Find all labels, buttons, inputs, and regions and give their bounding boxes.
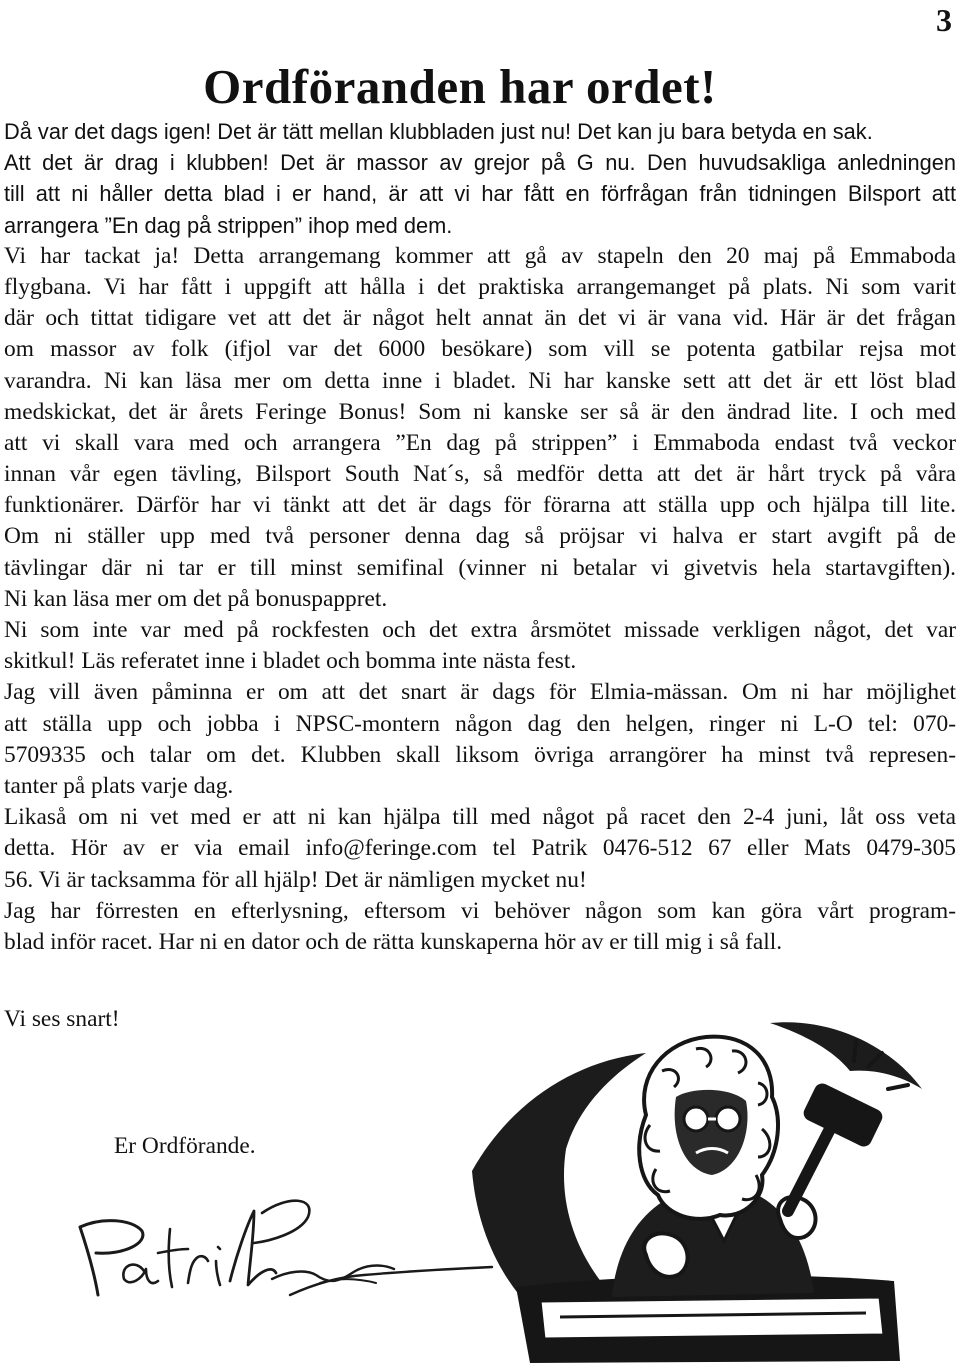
text-line: detta. Hör av er via email info@feringe.com tel Patrik 0476-512 67 eller Mats 0479-305 <box>4 835 956 862</box>
page-number: 3 <box>936 2 952 38</box>
text-line: Ni kan läsa mer om det på bonuspappret. <box>4 585 388 612</box>
text-line: Ni som inte var med på rockfesten och det extra årsmötet missade verkligen något, det var <box>4 617 956 643</box>
text-line: att vi skall vara med och arrangera ”En dag på strippen” i Emmaboda endast två veckor <box>4 429 956 456</box>
text-line: 56. Vi är tacksamma för all hjälp! Det är nämligen mycket nu! <box>4 866 587 893</box>
text-line: Att det är drag i klubben! Det är massor av grejor på G nu. Den huvudsakliga anledningen <box>4 150 956 176</box>
text-line: arrangera ”En dag på strippen” ihop med dem. <box>4 212 453 238</box>
text-line: flygbana. Vi har fått i uppgift att hålla i det praktiska arrangemanget på plats. Ni som varit <box>4 273 956 300</box>
text-line: till att ni håller detta blad i er hand, är att vi har fått en förfrågan från tidningen Bilsport att <box>4 181 956 207</box>
text-line: 5709335 och talar om det. Klubben skall liksom övriga arrangörer ha minst två represen- <box>4 741 956 768</box>
text-line: tävlingar där ni tar er till minst semifinal (vinner ni betalar vi givetvis hela startavgiften). <box>4 554 956 581</box>
text-line: att ställa upp och jobba i NPSC-montern någon dag den helgen, ringer ni L-O tel: 070- <box>4 710 956 737</box>
text-line: Jag vill även påminna er om att det snart är dags för Elmia-mässan. Om ni har möjlighet <box>4 679 956 706</box>
text-line: medskickat, det är årets Feringe Bonus! Som ni kanske ser så är den ändrad lite. I och med <box>4 398 956 425</box>
article-body <box>4 116 956 958</box>
page-title: Ordföranden har ordet! <box>203 59 717 114</box>
text-line: funktionärer. Därför har vi tänkt att det är dags för förarna att ställa upp och hjälpa till lite. <box>4 492 956 519</box>
text-line: Likaså om ni vet med er att ni kan hjälpa till med något på racet den 2-4 juni, låt oss veta <box>4 804 956 831</box>
text-line: tanter på plats varje dag. <box>4 772 234 799</box>
text-line: Vi har tackat ja! Detta arrangemang kommer att gå av stapeln den 20 maj på Emmaboda <box>4 242 956 269</box>
text-line: om massor av folk (ifjol var det 6000 besökare) som vill se potenta gatbilar rejsa mot <box>4 336 956 363</box>
text-line: varandra. Ni kan läsa mer om detta inne i bladet. Ni har kanske sett att det är ett löst blad <box>4 367 956 394</box>
signature-image <box>40 1183 510 1318</box>
text-line: blad inför racet. Har ni en dator och de rätta kunskaperna hör av er till mig i så fall. <box>4 928 783 955</box>
text-line: där och tittat tidigare vet att det är något helt annat än det vi är vana vid. Här är det frågan <box>4 305 956 332</box>
text-line: skitkul! Läs referatet inne i bladet och bomma inte nästa fest. <box>4 648 577 675</box>
text-line: Då var det dags igen! Det är tätt mellan klubbladen just nu! Det kan ju bara betyda en sak. <box>4 119 873 144</box>
closing-greeting: Vi ses snart! <box>4 1006 120 1032</box>
text-line: innan vår egen tävling, Bilsport South Nat´s, så medför detta att det är hårt tryck på våra <box>4 461 956 488</box>
text-line: Om ni ställer upp med två personer denna dag så pröjsar vi halva er start avgift på de <box>4 523 956 550</box>
signoff: Er Ordförande. <box>114 1133 256 1159</box>
text-line: Jag har förresten en efterlysning, eftersom vi behöver någon som kan göra vårt program- <box>4 897 956 924</box>
judge-gavel-illustration <box>470 1005 948 1365</box>
